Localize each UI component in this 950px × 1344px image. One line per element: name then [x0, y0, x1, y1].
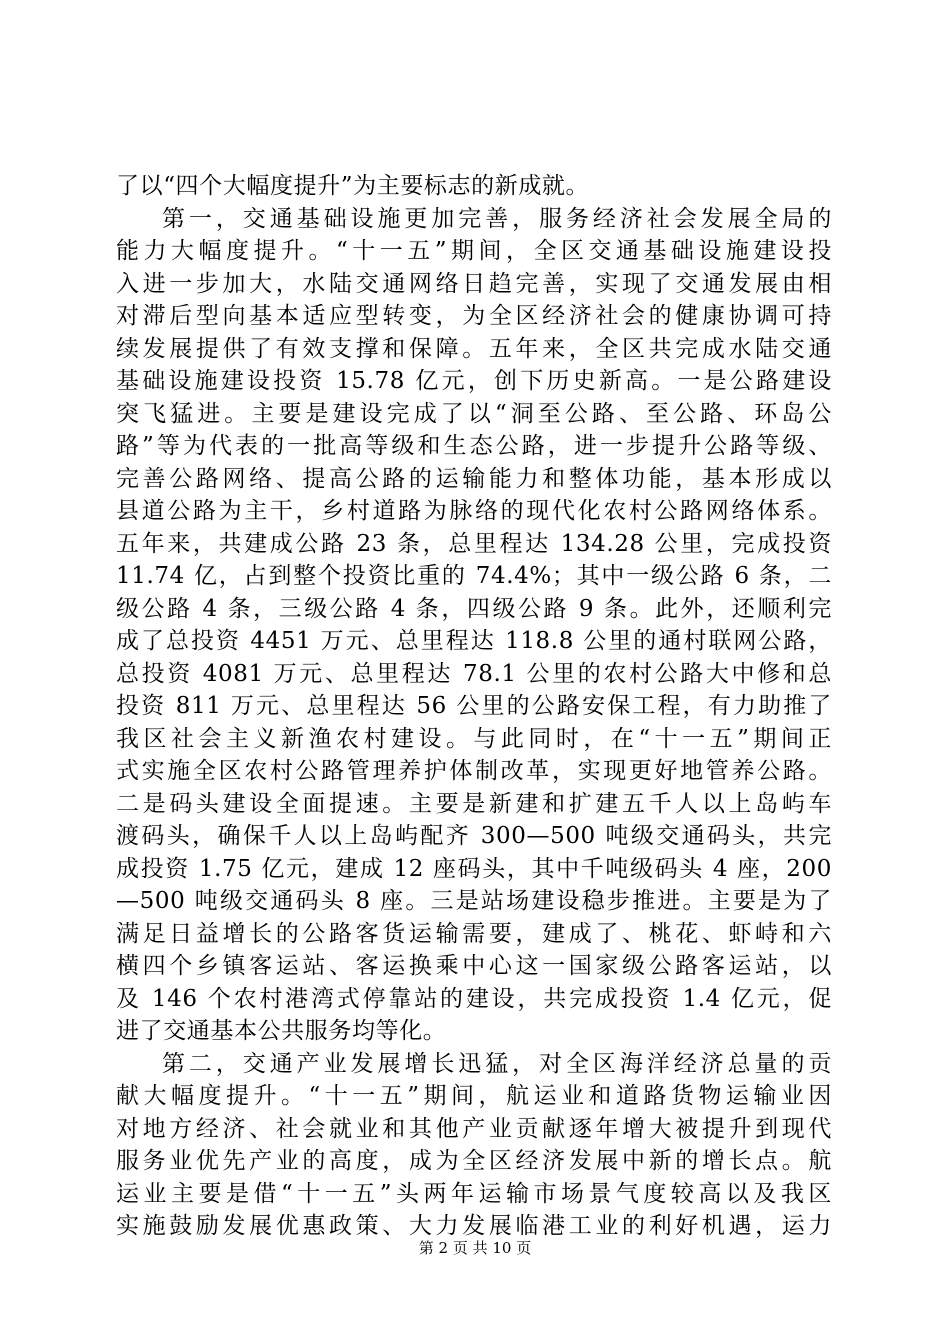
text-line: 县道公路为主干，乡村道路为脉络的现代化农村公路网络体系。: [116, 498, 832, 524]
text-line: 式实施全区农村公路管理养护体制改革，实现更好地管养公路。: [116, 758, 832, 784]
text-line: 入进一步加大，水陆交通网络日趋完善，实现了交通发展由相: [116, 270, 832, 297]
text-line: 能力大幅度提升。“十一五”期间，全区交通基础设施建设投: [116, 238, 832, 264]
text-line: 服务业优先产业的高度，成为全区经济发展中新的增长点。航: [116, 1148, 832, 1174]
text-line: 级公路 4 条，三级公路 4 条，四级公路 9 条。此外，还顺利完: [116, 595, 832, 622]
text-line: 对滞后型向基本适应型转变，为全区经济社会的健康协调可持: [116, 303, 832, 329]
text-line: 了以“四个大幅度提升”为主要标志的新成就。: [116, 173, 590, 199]
text-line: 进了交通基本公共服务均等化。: [116, 1018, 447, 1044]
text-line: 五年来，共建成公路 23 条，总里程达 134.28 公里，完成投资: [116, 530, 832, 557]
text-line: 及 146 个农村港湾式停靠站的建设，共完成投资 1.4 亿元，促: [116, 985, 832, 1012]
text-line: 对地方经济、社会就业和其他产业贡献逐年增大被提升到现代: [116, 1115, 832, 1142]
text-line: 总投资 4081 万元、总里程达 78.1 公里的农村公路大中修和总: [116, 660, 832, 687]
text-line: 投资 811 万元、总里程达 56 公里的公路安保工程，有力助推了: [116, 693, 832, 719]
text-line: 成投资 1.75 亿元，建成 12 座码头，其中千吨级码头 4 座，200: [116, 855, 832, 882]
text-line: 献大幅度提升。“十一五”期间，航运业和道路货物运输业因: [116, 1083, 832, 1109]
text-line: 渡码头，确保千人以上岛屿配齐 300—500 吨级交通码头，共完: [116, 823, 832, 849]
body-text: [116, 170, 832, 1243]
text-line: —500 吨级交通码头 8 座。三是站场建设稳步推进。主要是为了: [116, 888, 832, 914]
text-line: 横四个乡镇客运站、客运换乘中心这一国家级公路客运站，以: [116, 953, 832, 979]
text-line: 运业主要是借“十一五”头两年运输市场景气度较高以及我区: [116, 1180, 832, 1207]
text-line: 实施鼓励发展优惠政策、大力发展临港工业的利好机遇，运力: [116, 1213, 832, 1239]
text-line: 11.74 亿，占到整个投资比重的 74.4%；其中一级公路 6 条，二: [116, 563, 832, 589]
text-line: 续发展提供了有效支撑和保障。五年来，全区共完成水陆交通: [116, 335, 832, 362]
text-line: 二是码头建设全面提速。主要是新建和扩建五千人以上岛屿车: [116, 790, 832, 817]
text-line: 完善公路网络、提高公路的运输能力和整体功能，基本形成以: [116, 465, 832, 492]
text-line: 基础设施建设投资 15.78 亿元，创下历史新高。一是公路建设: [116, 368, 832, 394]
text-line: 第二，交通产业发展增长迅猛，对全区海洋经济总量的贡: [162, 1050, 832, 1077]
text-line: 我区社会主义新渔农村建设。与此同时，在“十一五”期间正: [116, 725, 832, 752]
page-footer: 第 2 页 共 10 页: [418, 1239, 532, 1257]
text-line: 第一，交通基础设施更加完善，服务经济社会发展全局的: [162, 205, 832, 232]
text-line: 满足日益增长的公路客货运输需要，建成了、桃花、虾峙和六: [116, 920, 832, 947]
text-line: 突飞猛进。主要是建设完成了以“洞至公路、至公路、环岛公: [116, 400, 832, 427]
text-line: 路”等为代表的一批高等级和生态公路，进一步提升公路等级、: [116, 433, 832, 459]
text-line: 成了总投资 4451 万元、总里程达 118.8 公里的通村联网公路，: [116, 628, 832, 654]
